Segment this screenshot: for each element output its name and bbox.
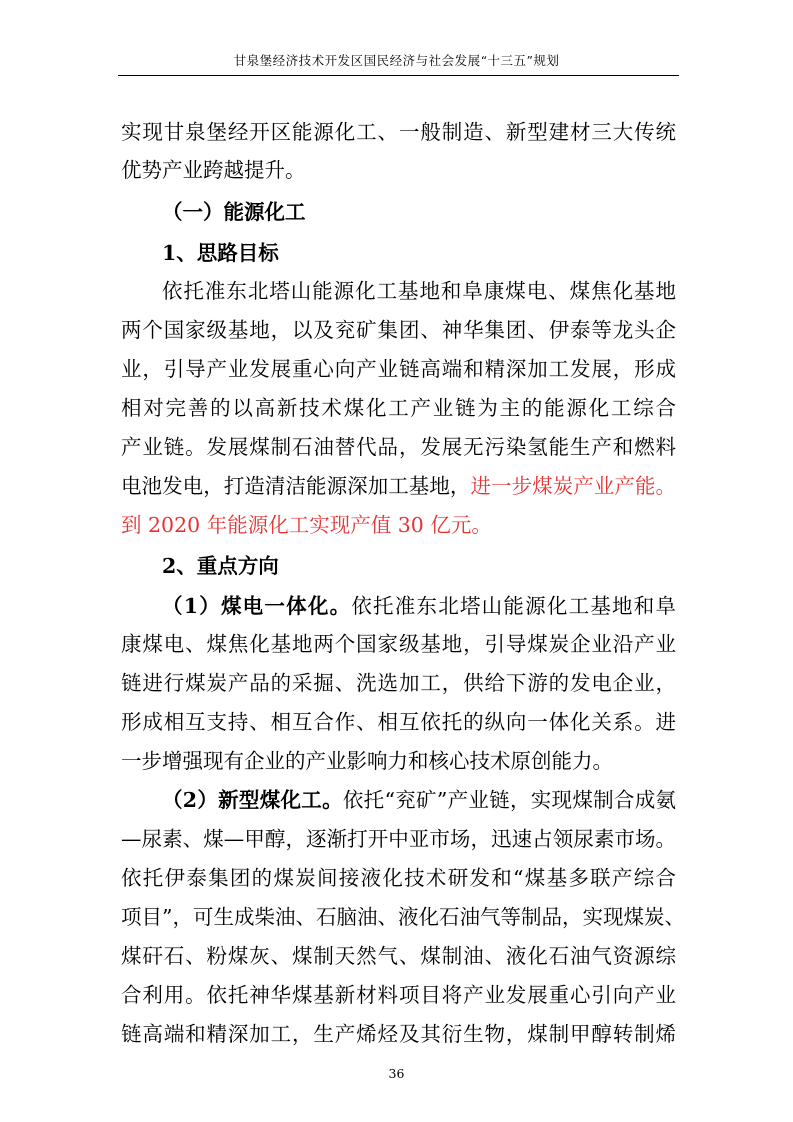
body-line: 依托准东北塔山能源化工基地和阜康煤电、煤焦化基地: [162, 279, 676, 303]
body-line: —尿素、煤—甲醇，逐渐打开中亚市场，迅速占领尿素市场。: [121, 827, 676, 851]
body-text: 依托准东北塔山能源化工基地和阜: [351, 594, 676, 618]
body-line: 相对完善的以高新技术煤化工产业链为主的能源化工综合: [121, 396, 676, 420]
subsection-heading: 1、思路目标: [162, 241, 279, 265]
body-line: 煤矸石、粉煤灰、煤制天然气、煤制油、液化石油气资源综: [121, 944, 676, 968]
item-heading: （2）新型煤化工。: [162, 788, 343, 812]
page-header: 甘泉堡经济技术开发区国民经济与社会发展“十三五”规划: [233, 53, 560, 68]
body-line: [162, 781, 676, 819]
body-line: 链进行煤炭产品的采掘、洗选加工，供给下游的发电企业，: [121, 671, 676, 695]
body-line: 项目”，可生成柴油、石脑油、液化石油气等制品，实现煤炭、: [121, 905, 685, 929]
body-line: 康煤电、煤焦化基地两个国家级基地，引导煤炭企业沿产业: [121, 632, 676, 656]
body-line: 链高端和精深加工，生产烯烃及其衍生物，煤制甲醇转制烯: [121, 1022, 676, 1046]
highlighted-text: 进一步煤炭产业产能。: [470, 474, 677, 498]
item-heading: （1）煤电一体化。: [162, 594, 352, 618]
body-line: [162, 587, 676, 625]
body-line: 形成相互支持、相互合作、相互依托的纵向一体化关系。进: [121, 710, 676, 734]
body-line: 两个国家级基地，以及兖矿集团、神华集团、伊泰等龙头企: [121, 318, 676, 342]
body-line: 一步增强现有企业的产业影响力和核心技术原创能力。: [121, 749, 613, 773]
body-line: 依托伊泰集团的煤炭间接液化技术研发和“煤基多联产综合: [121, 866, 676, 890]
body-text: 依托“兖矿”产业链，实现煤制合成氨: [342, 788, 677, 812]
body-line: 优势产业跨越提升。: [121, 158, 306, 182]
page-number: 36: [388, 1066, 405, 1081]
body-line: 合利用。依托神华煤基新材料项目将产业发展重心引向产业: [121, 983, 676, 1007]
section-heading: （一）能源化工: [162, 200, 306, 224]
body-text: 电池发电，打造清洁能源深加工基地，: [121, 474, 471, 498]
highlighted-line: 到 2020 年能源化工实现产值 30 亿元。: [121, 513, 492, 537]
body-line: [121, 467, 676, 505]
body-line: 产业链。发展煤制石油替代品，发展无污染氢能生产和燃料: [121, 435, 676, 459]
body-line: 实现甘泉堡经开区能源化工、一般制造、新型建材三大传统: [121, 120, 676, 144]
body-line: 业，引导产业发展重心向产业链高端和精深加工发展，形成: [121, 357, 676, 381]
header-divider: [118, 75, 679, 76]
subsection-heading: 2、重点方向: [162, 554, 279, 578]
